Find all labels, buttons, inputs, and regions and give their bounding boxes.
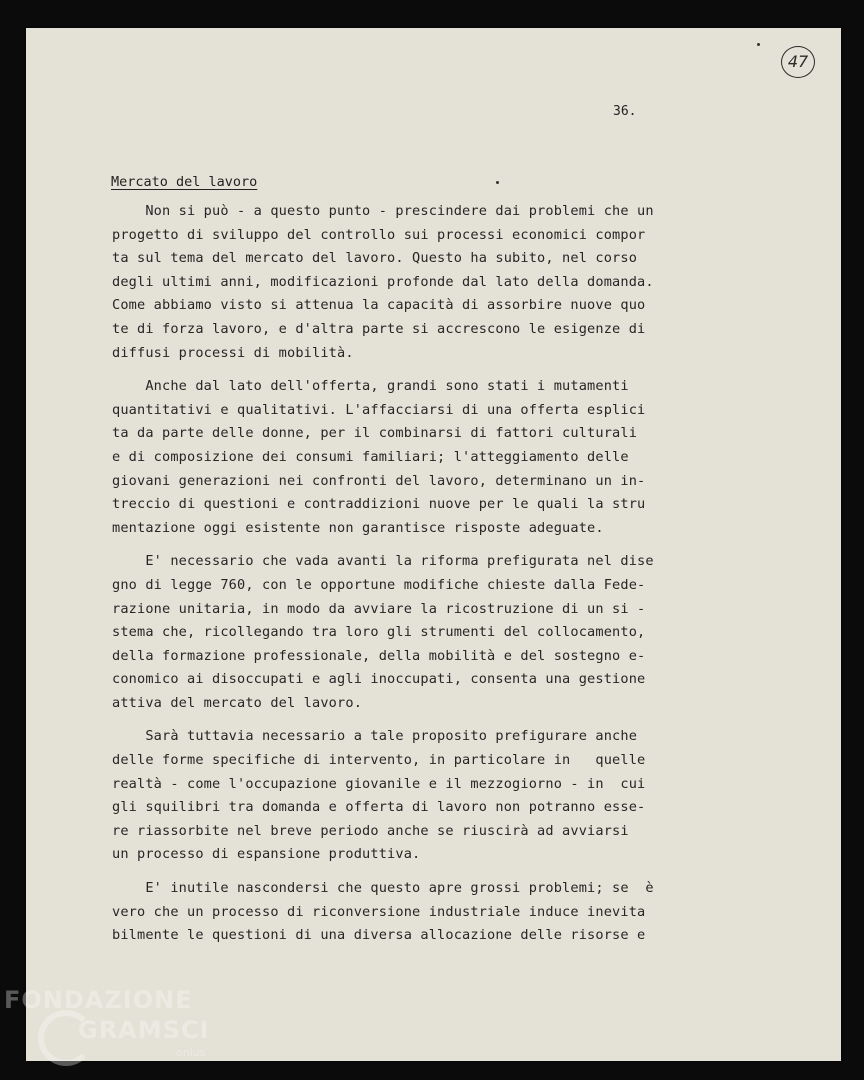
paragraph bbox=[112, 375, 722, 540]
paragraph bbox=[112, 877, 722, 948]
ink-dot bbox=[496, 181, 499, 184]
text-line: te di forza lavoro, e d'altra parte si accrescono le esigenze di bbox=[112, 320, 646, 337]
text-line: razione unitaria, in modo da avviare la ricostruzione di un si - bbox=[112, 600, 646, 617]
body-text bbox=[112, 200, 722, 958]
text-line: re riassorbite nel breve periodo anche se riuscirà ad avviarsi bbox=[112, 822, 629, 839]
paragraph bbox=[112, 200, 722, 365]
text-line: e di composizione dei consumi familiari; l'atteggiamento delle bbox=[112, 448, 629, 465]
text-line: Come abbiamo visto si attenua la capacità di assorbire nuove quo bbox=[112, 297, 646, 314]
text-line: Non si può - a questo punto - prescindere dai problemi che un bbox=[112, 203, 654, 219]
paragraph bbox=[112, 550, 722, 715]
text-line: degli ultimi anni, modificazioni profonde dal lato della domanda. bbox=[112, 273, 654, 290]
text-line: gno di legge 760, con le opportune modifiche chieste dalla Fede- bbox=[112, 576, 646, 593]
text-line: E' inutile nascondersi che questo apre grossi problemi; se è bbox=[112, 880, 654, 897]
text-line: bilmente le questioni di una diversa allocazione delle risorse e bbox=[112, 927, 646, 944]
text-line: un processo di espansione produttiva. bbox=[112, 846, 421, 863]
paragraph bbox=[112, 725, 722, 867]
text-line: mentazione oggi esistente non garantisce risposte adeguate. bbox=[112, 519, 604, 536]
section-heading: Mercato del lavoro bbox=[111, 174, 258, 190]
watermark-line-1: FONDAZIONE bbox=[4, 986, 193, 1014]
text-line: vero che un processo di riconversione industriale induce inevita bbox=[112, 903, 646, 920]
text-line: Sarà tuttavia necessario a tale proposito prefigurare anche bbox=[112, 728, 638, 745]
text-line: stema che, ricollegando tra loro gli strumenti del collocamento, bbox=[112, 624, 646, 641]
text-line: giovani generazioni nei confronti del lavoro, determinano un in- bbox=[112, 472, 646, 489]
text-line: quantitativi e qualitativi. L'affacciarsi di una offerta esplici bbox=[112, 401, 646, 418]
fondazione-gramsci-watermark bbox=[4, 986, 234, 1076]
watermark-line-2: GRAMSCI bbox=[78, 1016, 210, 1044]
text-line: attiva del mercato del lavoro. bbox=[112, 694, 363, 711]
text-line: Anche dal lato dell'offerta, grandi sono stati i mutamenti bbox=[112, 378, 629, 395]
text-line: ta da parte delle donne, per il combinarsi di fattori culturali bbox=[112, 425, 638, 442]
text-line: progetto di sviluppo del controllo sui processi economici compor bbox=[112, 226, 646, 243]
text-line: E' necessario che vada avanti la riforma prefigurata nel dise bbox=[112, 553, 654, 570]
text-line: gli squilibri tra domanda e offerta di lavoro non potranno esse- bbox=[112, 799, 646, 816]
text-line: delle forme specifiche di intervento, in particolare in quelle bbox=[112, 752, 646, 769]
text-line: treccio di questioni e contraddizioni nuove per le quali la stru bbox=[112, 496, 646, 513]
text-line: ta sul tema del mercato del lavoro. Questo ha subito, nel corso bbox=[112, 250, 638, 267]
archive-number-stamp: 47 bbox=[781, 46, 815, 78]
text-line: realtà - come l'occupazione giovanile e il mezzogiorno - in cui bbox=[112, 775, 646, 792]
text-line: conomico ai disoccupati e agli inoccupati, consenta una gestione bbox=[112, 671, 646, 688]
text-line: diffusi processi di mobilità. bbox=[112, 344, 354, 361]
ink-dot bbox=[757, 43, 760, 46]
watermark-line-3: onlus bbox=[176, 1046, 206, 1059]
text-line: della formazione professionale, della mobilità e del sostegno e- bbox=[112, 647, 646, 664]
page-number: 36. bbox=[613, 104, 637, 119]
